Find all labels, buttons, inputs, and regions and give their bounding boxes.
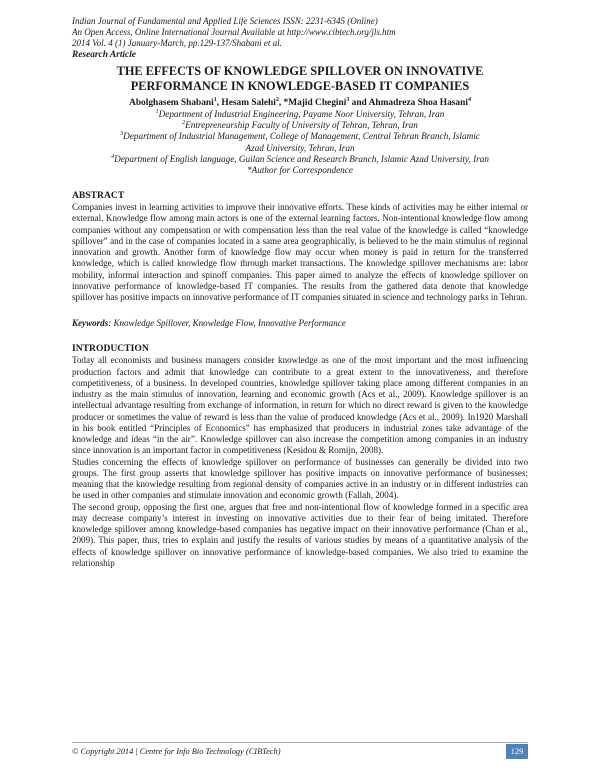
paper-title <box>72 64 528 94</box>
page-footer <box>72 742 528 760</box>
author-separator: , <box>216 98 222 108</box>
author-affiliation-mark: 3 <box>346 96 350 103</box>
journal-volume-line: 2014 Vol. 4 (1) January-March, pp.129-137/Shabani et al. <box>72 38 282 48</box>
author-name: *Majid Chegini <box>283 98 347 108</box>
author-name: Ahmadreza Shoa Hasani <box>368 98 468 108</box>
author-list <box>72 97 528 109</box>
author-name: Hesam Salehi <box>221 98 276 108</box>
copyright-notice: © Copyright 2014 | Centre for Info Bio Technology (CIBTech) <box>72 747 281 756</box>
author-separator: and <box>349 98 369 108</box>
page-number: 129 <box>506 744 528 759</box>
abstract-heading: ABSTRACT <box>72 190 125 202</box>
abstract-paragraph: Companies invest in learning activities to improve their innovative efforts. These kinds of activities may be either internal or external. Knowledge flow among main actors is one of the external learning factors. Non-intentional knowledge flow among companies without any compensation or with compensation less than the real value of the knowledge is called “knowledge spillover” and in the case of companies located in a same area geographically, is believed to be the main stimulus of regional innovation and growth. Another form of knowledge flow may occur when money is paid in return for the transferred knowledge, which is called knowledge flow through market transactions. The knowledge spillover mechanisms are: labor mobility, informal interaction and spinoff companies. This paper aimed to analyze the effects of knowledge spillover on innovative performance of knowledge-based IT companies. The results from the gathered data denote that knowledge spillover has positive impacts on innovative performance of IT companies situated in science and technology parks in Tehran. <box>72 202 528 303</box>
introduction-text <box>72 355 528 569</box>
introduction-paragraph: The second group, opposing the first one, argues that free and non-intentional flow of knowledge formed in a specific area may decrease company’s interest in investing on innovative activities due to their fear of being imitated. Therefore knowledge spillover among knowledge-based companies has negative impact on their innovative performance (Chan et al., 2009). This paper, thus, tries to explain and justify the results of various studies by means of a quantitative analysis of the effects of knowledge spillover on innovative performance of knowledge-based companies. We also tried to examine the relationship <box>72 501 528 568</box>
journal-name: Indian Journal of Fundamental and Applied Life Sciences ISSN: 2231-6345 (Online) <box>72 16 378 26</box>
author-name: Abolghasem Shabani <box>129 98 214 108</box>
keywords <box>72 318 528 329</box>
author-affiliation-mark: 4 <box>467 96 471 103</box>
affiliation-list <box>72 109 528 176</box>
title-line-1: THE EFFECTS OF KNOWLEDGE SPILLOVER ON INNOVATIVE <box>116 64 484 78</box>
affiliation: $^3$Department of Industrial Management, College of Management, Central Tehran Branch, Islamic <box>120 131 480 142</box>
introduction-paragraph: Studies concerning the effects of knowledge spillover on performance of businesses can generally be divided into two groups. The first group asserts that knowledge spillover has positive impacts on innovative performance of businesses; meaning that the knowledge resulting from regional density of companies active in an industry or in different industries can be used in other companies and stimulate innovation and economic growth (Fallah, 2004). <box>72 456 528 501</box>
abstract-text <box>72 202 528 303</box>
keywords-values: : Knowledge Spillover, Knowledge Flow, Innovative Performance <box>108 318 346 329</box>
affiliation: Azad University, Tehran, Iran <box>245 142 355 153</box>
author-separator: , <box>278 98 284 108</box>
article-type: Research Article <box>72 50 136 60</box>
introduction-heading: INTRODUCTION <box>72 343 149 355</box>
correspondence-note: *Author for Correspondence <box>247 165 353 176</box>
introduction-paragraph: Today all economists and business managers consider knowledge as one of the most important and the most influencing production factors and admit that knowledge can contribute to a great extent to the innovativeness, and therefore competitiveness, of a business. In developed countries, knowledge spillover taking place among different companies in an industry as the main stimulus of innovation, learning and economic growth (Acs et al., 2009). Knowledge spillover is an intellectual advantage resulting from exchange of information, in return for which no direct reward is given to the knowledge producer or sometimes the value of reward is less than the value of produced knowledge (Acs et al., 2009). In1920 Marshall in his book entitled “Principles of Economics” has emphasized that producers in industrial zones take advantage of the knowledge and ideas “in the air”. Knowledge spillover can also increase the competition among companies in an industry since innovation is an important factor in competitiveness (Kesidou & Romijn, 2008). <box>72 355 528 456</box>
affiliation: $^2$Entrepreneurship Faculty of University of Tehran, Tehran, Iran <box>182 120 418 131</box>
keywords-label: Keywords <box>72 318 109 329</box>
affiliation: $^4$Department of English language, Guilan Science and Research Branch, Islamic Azad University, Iran <box>111 153 489 164</box>
author-affiliation-mark: 2 <box>275 96 279 103</box>
paper-page <box>72 16 528 569</box>
journal-access-line: An Open Access, Online International Journal Available at http://www.cibtech.org/jls.htm <box>72 27 396 37</box>
affiliation: $^1$Department of Industrial Engineering, Payame Noor University, Tehran, Iran <box>155 108 445 119</box>
author-affiliation-mark: 1 <box>213 96 217 103</box>
title-line-2: PERFORMANCE IN KNOWLEDGE-BASED IT COMPANIES <box>130 79 470 93</box>
